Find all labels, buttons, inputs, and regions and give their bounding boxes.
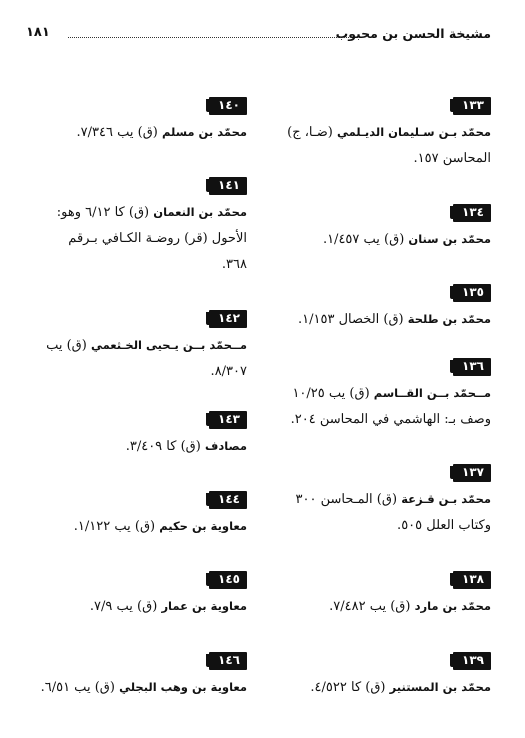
entry-name: محمّد بن مسلم	[162, 125, 247, 139]
entry-135	[261, 281, 491, 333]
entry-ref: (ق) يب ١/١٢٢.	[73, 519, 156, 534]
page-header	[20, 26, 491, 48]
entry-ref: (ق) يب ٦/٥١.	[40, 680, 115, 695]
entry-133	[261, 94, 491, 172]
entry-number-badge: ١٤٢	[209, 310, 247, 328]
entry-number-badge: ١٣٣	[453, 97, 491, 115]
entry-140	[17, 94, 247, 146]
entry-143	[17, 408, 247, 460]
entry-text	[17, 119, 247, 146]
entry-ref: (ق) يب ١/٤٥٧.	[322, 232, 405, 247]
entry-number-badge: ١٣٦	[453, 358, 491, 376]
entry-ref: (ق) كا ٣/٤٠٩.	[125, 439, 201, 454]
entry-text	[261, 674, 491, 701]
entry-141	[17, 174, 247, 278]
entry-ref: (ق) يب ٧/٤٨٢.	[329, 599, 411, 614]
entry-146	[17, 649, 247, 701]
entry-name: محمّد بن سنان	[408, 232, 491, 246]
entry-145	[17, 568, 247, 620]
page-number: ١٨١	[26, 25, 50, 40]
entry-ref: ٣٦٨.	[221, 257, 247, 272]
entry-number-badge: ١٤٤	[209, 491, 247, 509]
entry-name: محمّد بن المستنير	[389, 680, 491, 694]
entry-number-badge: ١٣٤	[453, 204, 491, 222]
entry-136	[261, 355, 491, 433]
entry-text	[17, 433, 247, 460]
entry-ref: (ق) يب	[46, 338, 87, 353]
entry-ref: (ق) الخصال ١/١٥٣.	[298, 312, 404, 327]
entry-ref: (ق) كا ٤/٥٢٢.	[310, 680, 386, 695]
entry-name: معاوية بن حكيم	[159, 519, 247, 533]
entry-ref: وكتاب العلل ٥٠٥.	[397, 518, 491, 533]
entry-ref: (ق) يب ٧/٩.	[89, 599, 158, 614]
entry-137	[261, 461, 491, 539]
entry-text	[261, 486, 491, 539]
entry-name: محمّد بـن سـليمان الديـلمي	[336, 125, 491, 139]
entry-name: محمّد بـن قـزعة	[401, 492, 491, 506]
entry-number-badge: ١٣٩	[453, 652, 491, 670]
entry-ref: (ق) كا ٦/١٢ وهو:	[56, 205, 150, 220]
entry-142	[17, 307, 247, 385]
entry-ref: الأحول (قر) روضـة الكـافي بـرقم	[68, 231, 247, 246]
entry-ref: (ق) يب ٧/٣٤٦.	[76, 125, 158, 140]
entry-138	[261, 568, 491, 620]
entry-ref: (ق) المـحاسن ٣٠٠	[295, 492, 398, 507]
entry-name: محمّد بن مارد	[414, 599, 491, 613]
entry-ref: ٨/٣٠٧.	[210, 364, 247, 379]
entry-name: محمّد بن النعمان	[153, 205, 247, 219]
entry-ref: المحاسن ١٥٧.	[413, 151, 491, 166]
entry-number-badge: ١٣٨	[453, 571, 491, 589]
entry-name: مصادف	[204, 439, 247, 453]
entry-text	[261, 306, 491, 333]
entry-text	[17, 513, 247, 540]
entry-number-badge: ١٤٠	[209, 97, 247, 115]
entry-134	[261, 201, 491, 253]
entry-number-badge: ١٣٧	[453, 464, 491, 482]
running-title: مشيخة الحسن بن محبوب	[335, 26, 491, 41]
entry-number-badge: ١٤٣	[209, 411, 247, 429]
entry-text	[17, 674, 247, 701]
entry-text	[261, 226, 491, 253]
entry-number-badge: ١٤١	[209, 177, 247, 195]
entry-name: معاوية بن وهب البجلي	[119, 680, 247, 694]
entry-text	[261, 119, 491, 172]
entry-text	[17, 199, 247, 278]
entry-name: مــحمّد بــن يـحيى الخـثعمي	[90, 338, 247, 352]
entry-ref: (ضـا، ج)	[287, 125, 333, 140]
entry-number-badge: ١٤٥	[209, 571, 247, 589]
entry-ref: وصف بـ: الهاشمي في المحاسن ٢٠٤.	[290, 412, 491, 427]
header-leader-dots	[68, 37, 349, 38]
entry-name: معاوية بن عمار	[161, 599, 247, 613]
entry-number-badge: ١٤٦	[209, 652, 247, 670]
entry-text	[261, 593, 491, 620]
entry-name: مــحمّد بــن القــاسم	[373, 386, 491, 400]
entry-text	[261, 380, 491, 433]
entry-ref: (ق) يب ١٠/٢٥	[292, 386, 370, 401]
entry-139	[261, 649, 491, 701]
entry-name: محمّد بن طلحة	[407, 312, 491, 326]
entry-text	[17, 332, 247, 385]
entry-text	[17, 593, 247, 620]
entry-144	[17, 488, 247, 540]
entry-number-badge: ١٣٥	[453, 284, 491, 302]
